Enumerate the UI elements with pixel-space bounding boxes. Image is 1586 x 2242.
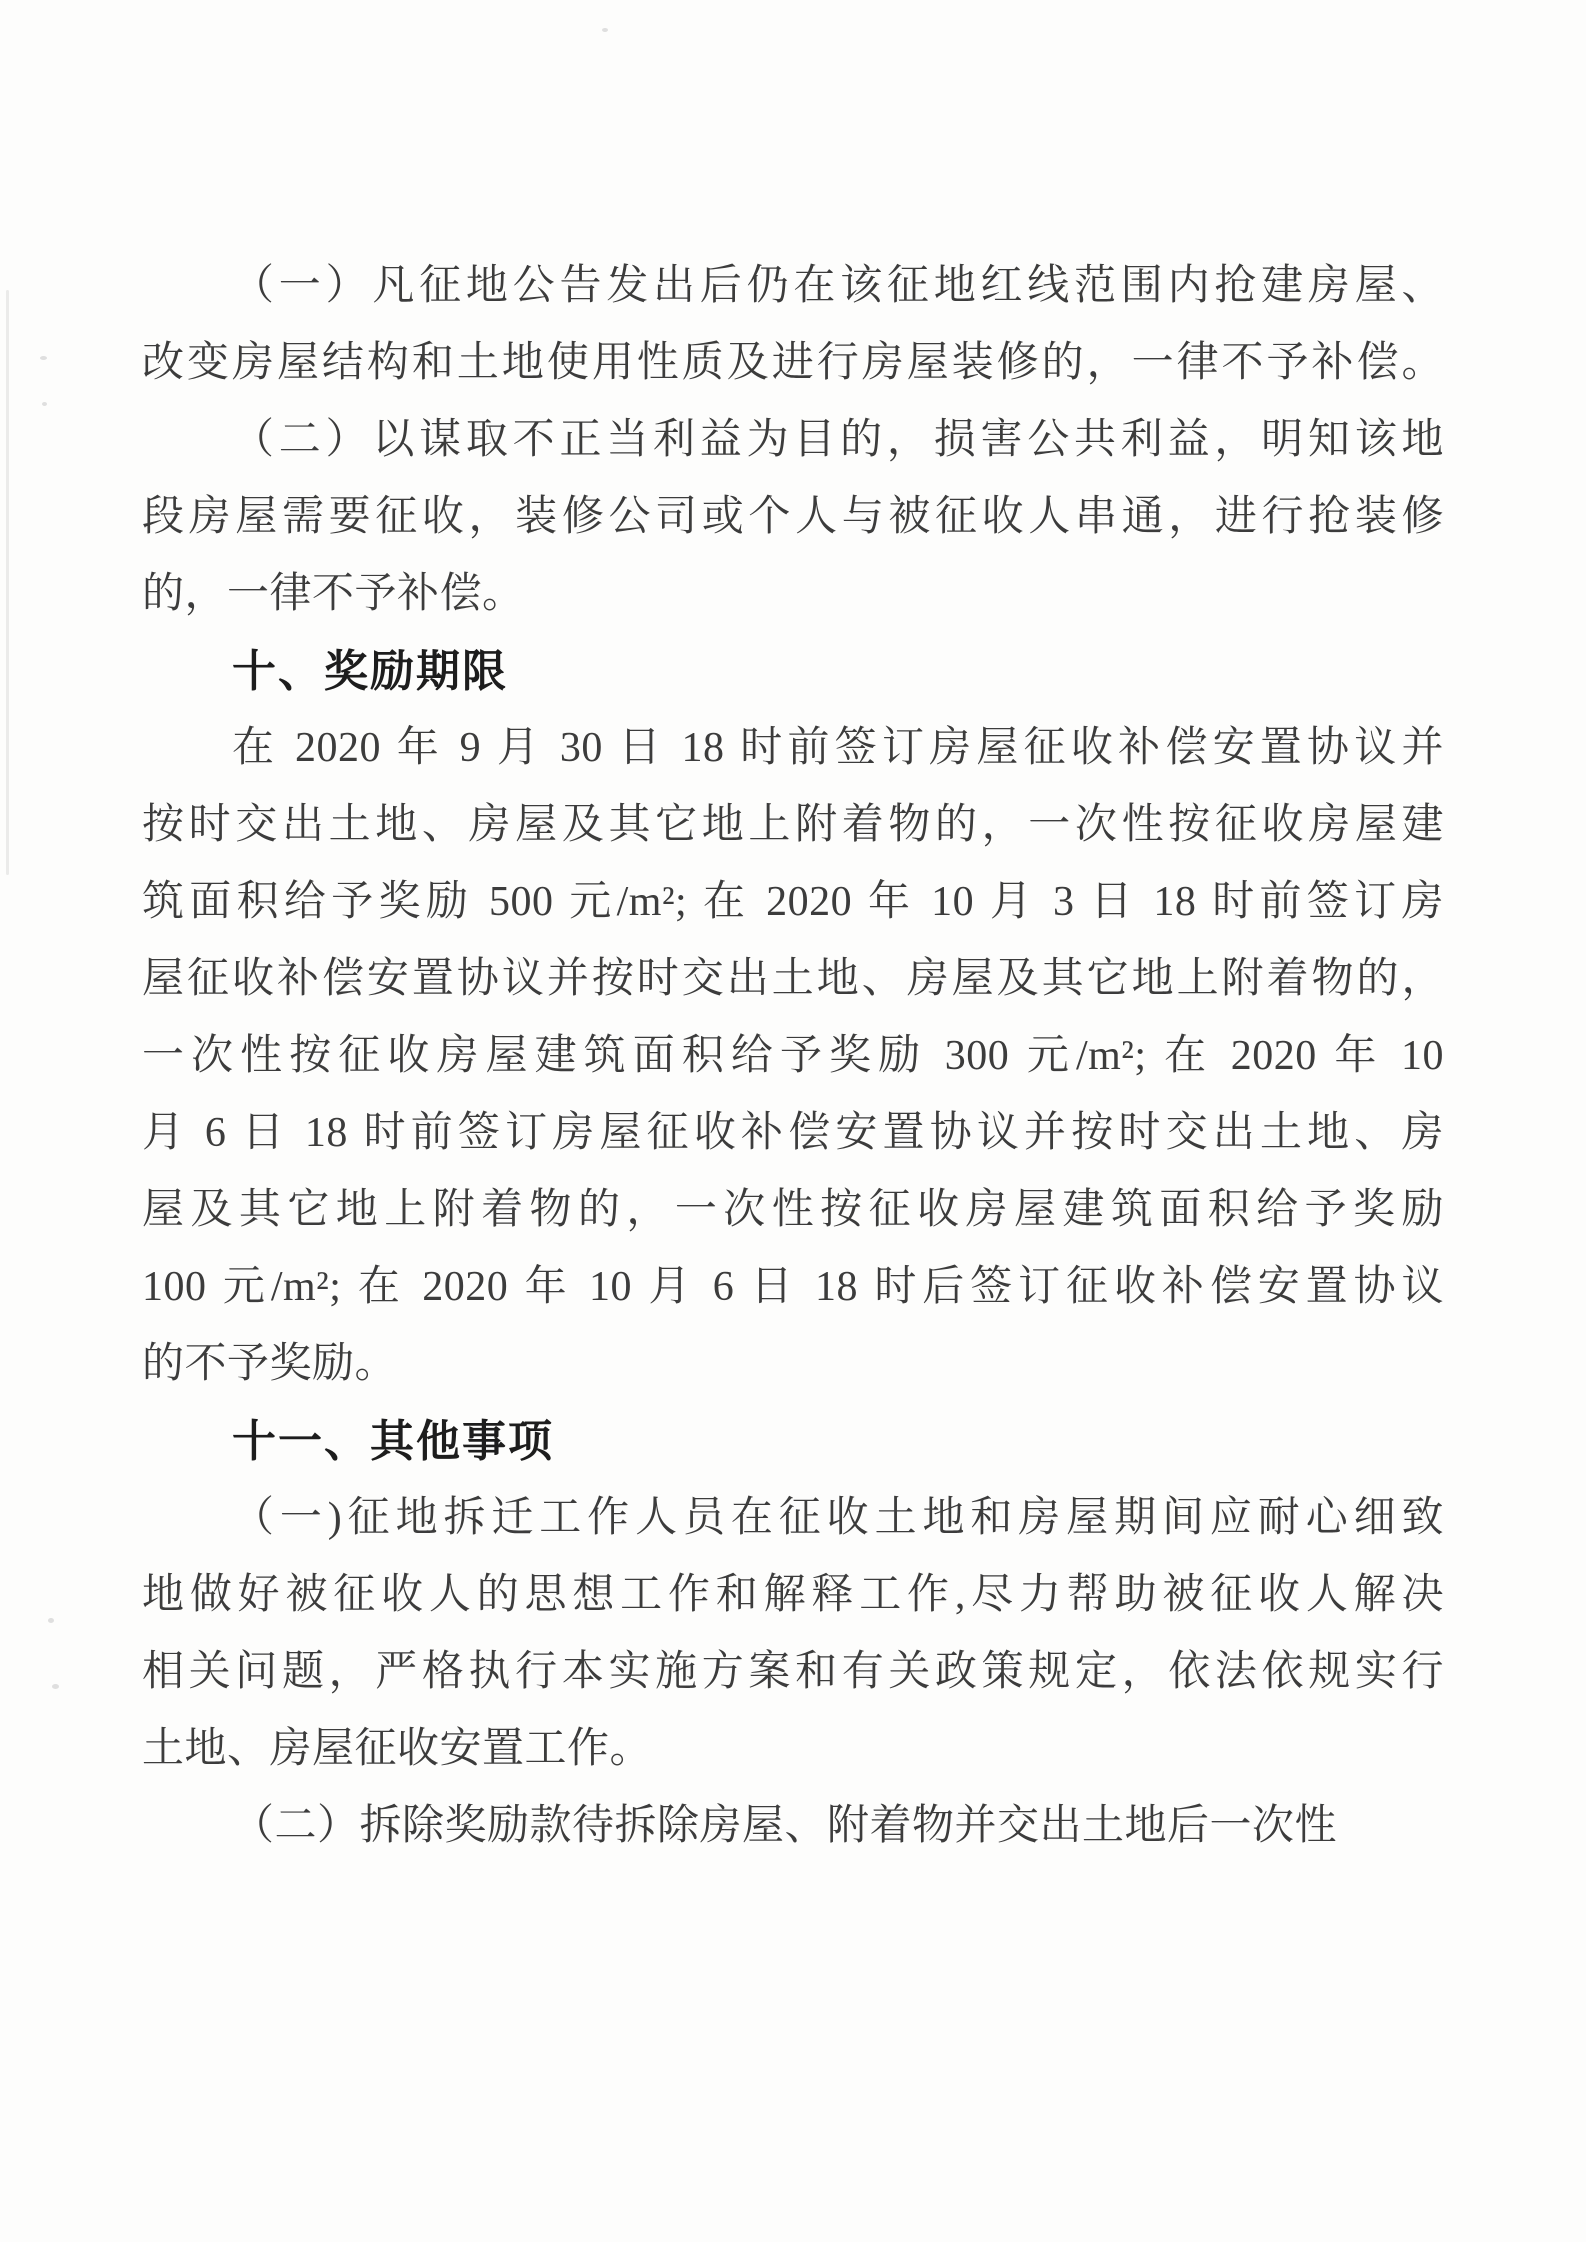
section-heading: 十一、其他事项	[232, 1417, 554, 1466]
text-line: 100 元/m²; 在 2020 年 10 月 6 日 18 时后签订征收补偿安置协议	[142, 1264, 1444, 1310]
scan-speck	[40, 356, 47, 360]
text-line: （一)征地拆迁工作人员在征收土地和房屋期间应耐心细致	[232, 1495, 1444, 1541]
text-line: 筑面积给予奖励 500 元/m²; 在 2020 年 10 月 3 日 18 时前签订房	[142, 879, 1444, 925]
document-body	[142, 248, 1444, 1865]
text-line: 的，一律不予补偿。	[142, 571, 525, 617]
text-line: （二）拆除奖励款待拆除房屋、附着物并交出土地后一次性	[232, 1803, 1338, 1849]
scan-speck	[48, 1618, 54, 1623]
text-line: 的不予奖励。	[142, 1341, 398, 1387]
text-line: 月 6 日 18 时前签订房屋征收补偿安置协议并按时交出土地、房	[142, 1110, 1444, 1156]
scan-speck	[42, 402, 47, 406]
text-line: （二）以谋取不正当利益为目的，损害公共利益，明知该地	[232, 417, 1444, 463]
text-line: 屋及其它地上附着物的，一次性按征收房屋建筑面积给予奖励	[142, 1187, 1444, 1233]
text-line: 按时交出土地、房屋及其它地上附着物的，一次性按征收房屋建	[142, 802, 1444, 848]
scan-edge-artifact	[6, 290, 9, 875]
text-line: 在 2020 年 9 月 30 日 18 时前签订房屋征收补偿安置协议并	[232, 725, 1444, 771]
text-line: （一）凡征地公告发出后仍在该征地红线范围内抢建房屋、	[232, 263, 1444, 309]
text-line: 屋征收补偿安置协议并按时交出土地、房屋及其它地上附着物的，	[142, 956, 1444, 1002]
text-line: 一次性按征收房屋建筑面积给予奖励 300 元/m²; 在 2020 年 10	[142, 1033, 1444, 1079]
text-line: 地做好被征收人的思想工作和解释工作,尽力帮助被征收人解决	[142, 1572, 1444, 1618]
text-line: 土地、房屋征收安置工作。	[142, 1726, 653, 1772]
scan-speck	[52, 1684, 59, 1689]
text-line: 段房屋需要征收，装修公司或个人与被征收人串通，进行抢装修	[142, 494, 1444, 540]
section-heading: 十、奖励期限	[232, 647, 508, 696]
text-line: 相关问题，严格执行本实施方案和有关政策规定，依法依规实行	[142, 1649, 1444, 1695]
text-line: 改变房屋结构和土地使用性质及进行房屋装修的，一律不予补偿。	[142, 340, 1444, 386]
scan-speck	[602, 28, 608, 32]
